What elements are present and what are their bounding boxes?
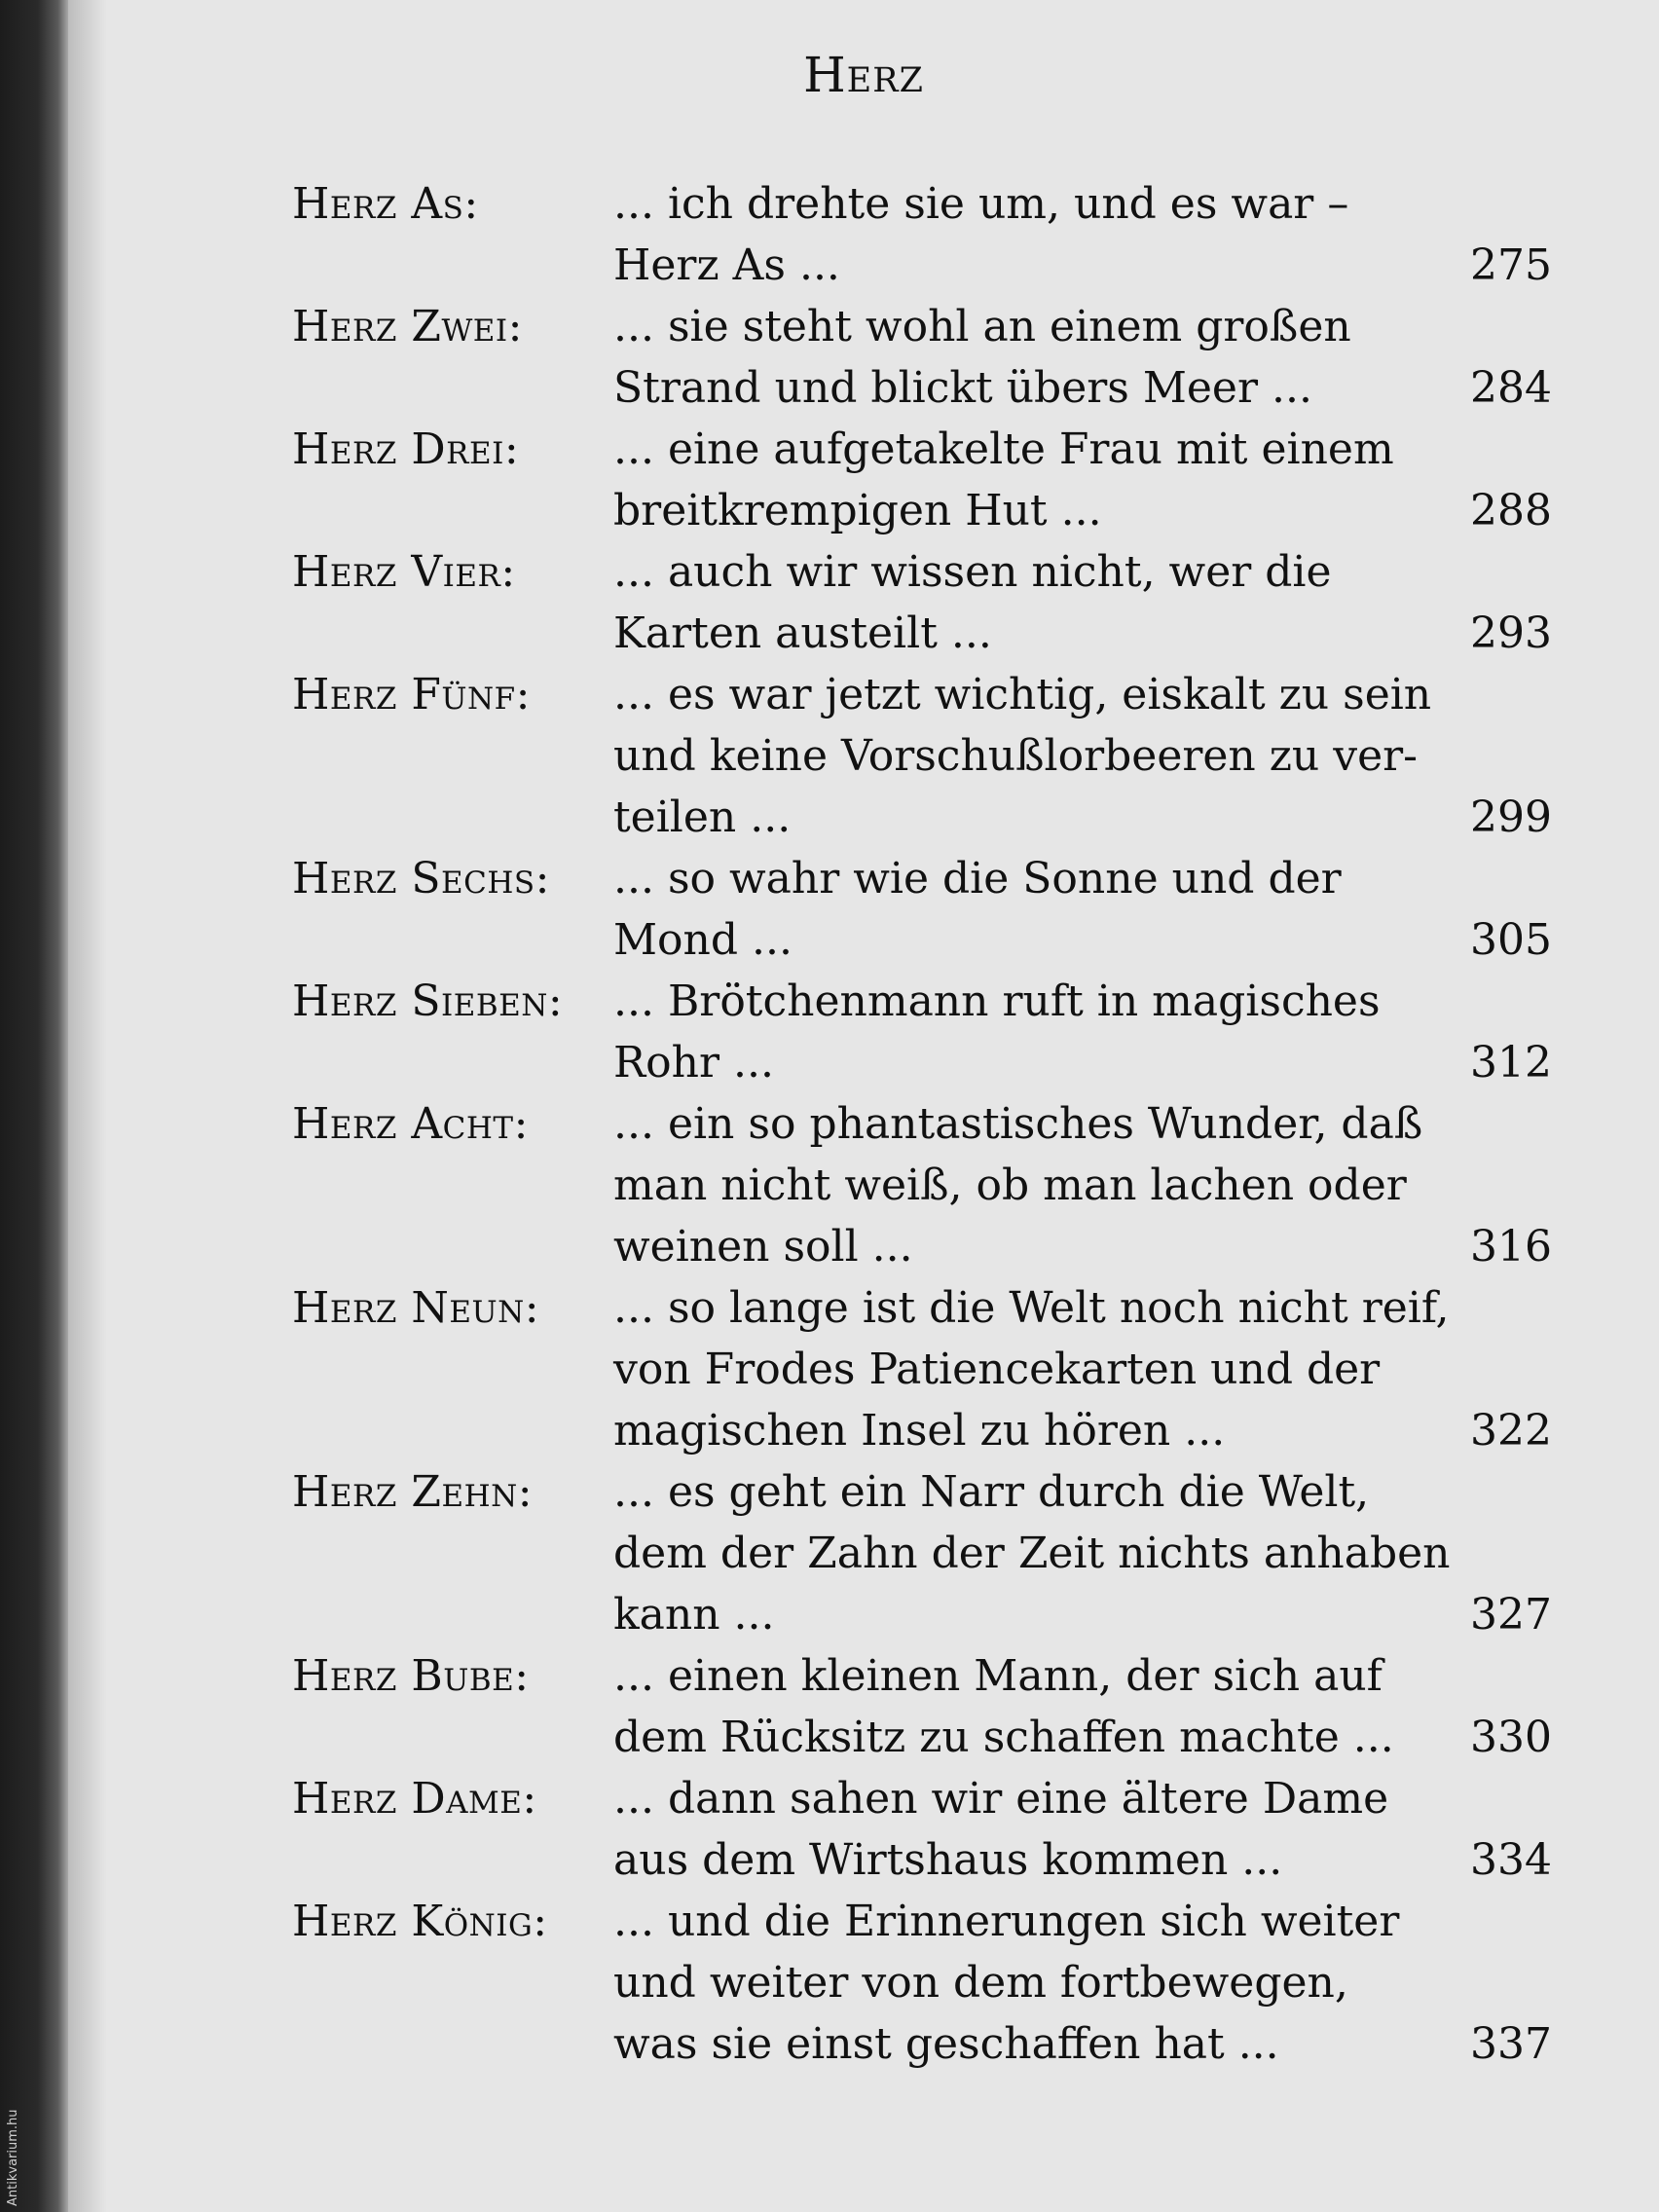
entry-page-number: 299 (1470, 793, 1552, 842)
entry-text-line: dem Rücksitz zu schaffen machte ... (613, 1713, 1394, 1762)
entry-text-line: kann ... (613, 1590, 775, 1640)
entry-page-number: 312 (1470, 1038, 1552, 1088)
entry-label: Herz Neun: (292, 1283, 540, 1333)
entry-text-line: weinen soll ... (613, 1222, 913, 1272)
toc-entry (292, 1645, 1655, 1768)
entry-text-line: ... einen kleinen Mann, der sich auf (613, 1651, 1382, 1701)
entry-text-line: ... eine aufgetakelte Frau mit einem (613, 424, 1394, 474)
entry-label: Herz As: (292, 179, 479, 229)
entry-text-line: ... Brötchenmann ruft in magisches (613, 977, 1381, 1026)
entry-page-number: 334 (1470, 1835, 1552, 1885)
entry-text (613, 173, 1451, 296)
entry-text-line: ... es geht ein Narr durch die Welt, (613, 1467, 1370, 1517)
toc-entry (292, 664, 1655, 848)
toc-entry (292, 971, 1655, 1093)
entry-label: Herz Acht: (292, 1099, 529, 1149)
entry-page-number: 305 (1470, 915, 1552, 965)
entry-page-number: 322 (1470, 1406, 1552, 1456)
entry-text-line: was sie einst geschaffen hat ... (613, 2019, 1279, 2069)
entry-label: Herz König: (292, 1897, 548, 1946)
entry-text-line: ... sie steht wohl an einem großen (613, 302, 1351, 351)
entry-page-number: 316 (1470, 1222, 1552, 1272)
entry-page-number: 275 (1470, 240, 1552, 290)
entry-text (613, 541, 1451, 664)
toc-entry (292, 296, 1655, 419)
entry-text-line: Strand und blickt übers Meer ... (613, 363, 1312, 413)
entry-label: Herz Sieben: (292, 977, 564, 1026)
entry-page-number: 288 (1470, 486, 1552, 535)
entry-text-line: ... dann sahen wir eine ältere Dame (613, 1774, 1389, 1824)
entry-text-line: Rohr ... (613, 1038, 774, 1088)
entry-text-line: Herz As ... (613, 240, 840, 290)
watermark: Antikvarium.hu (6, 2109, 20, 2206)
entry-text-line: ... es war jetzt wichtig, eiskalt zu sein (613, 670, 1432, 719)
entry-text (613, 296, 1451, 419)
entry-page-number: 293 (1470, 608, 1552, 658)
page-gutter-shadow (68, 0, 107, 2212)
entry-page-number: 284 (1470, 363, 1552, 413)
entry-text (613, 1093, 1451, 1277)
entry-text-line: ... ich drehte sie um, und es war – (613, 179, 1349, 229)
entry-text-line: Mond ... (613, 915, 793, 965)
entry-label: Herz Zehn: (292, 1467, 534, 1517)
entry-text (613, 971, 1451, 1093)
entry-text-line: magischen Insel zu hören ... (613, 1406, 1226, 1456)
entry-text-line: ... auch wir wissen nicht, wer die (613, 547, 1332, 597)
toc-entry (292, 1891, 1655, 2075)
entry-text-line: und keine Vorschußlorbeeren zu ver- (613, 731, 1419, 781)
entry-text-line: von Frodes Patiencekarten und der (613, 1345, 1381, 1394)
table-of-contents (292, 173, 1655, 2075)
entry-label: Herz Zwei: (292, 302, 524, 351)
entry-text-line: ... so lange ist die Welt noch nicht reif, (613, 1283, 1450, 1333)
entry-text-line: ... so wahr wie die Sonne und der (613, 854, 1342, 903)
entry-page-number: 337 (1470, 2019, 1552, 2069)
entry-text (613, 1461, 1451, 1645)
entry-text-line: breitkrempigen Hut ... (613, 486, 1102, 535)
entry-label: Herz Drei: (292, 424, 520, 474)
entry-text-line: man nicht weiß, ob man lachen oder (613, 1161, 1407, 1210)
entry-text (613, 1768, 1451, 1891)
entry-text (613, 848, 1451, 971)
entry-text-line: dem der Zahn der Zeit nichts anhaben (613, 1529, 1451, 1578)
entry-text (613, 1277, 1451, 1461)
entry-label: Herz Dame: (292, 1774, 537, 1824)
entry-text (613, 419, 1451, 541)
entry-text-line: ... ein so phantastisches Wunder, daß (613, 1099, 1423, 1149)
entry-text (613, 664, 1451, 848)
book-page (68, 0, 1659, 2212)
book-binding (0, 0, 68, 2212)
entry-text-line: und weiter von dem fortbewegen, (613, 1958, 1348, 2008)
entry-text (613, 1645, 1451, 1768)
toc-entry (292, 541, 1655, 664)
entry-text-line: aus dem Wirtshaus kommen ... (613, 1835, 1283, 1885)
entry-text-line: ... und die Erinnerungen sich weiter (613, 1897, 1400, 1946)
entry-label: Herz Bube: (292, 1651, 530, 1701)
entry-text (613, 1891, 1451, 2075)
entry-label: Herz Sechs: (292, 854, 550, 903)
toc-entry (292, 1768, 1655, 1891)
entry-text-line: teilen ... (613, 793, 792, 842)
section-title: Herz (803, 47, 924, 103)
toc-entry (292, 419, 1655, 541)
entry-page-number: 330 (1470, 1713, 1552, 1762)
toc-entry (292, 1461, 1655, 1645)
toc-entry (292, 1093, 1655, 1277)
entry-label: Herz Fünf: (292, 670, 531, 719)
toc-entry (292, 1277, 1655, 1461)
entry-text-line: Karten austeilt ... (613, 608, 992, 658)
entry-page-number: 327 (1470, 1590, 1552, 1640)
entry-label: Herz Vier: (292, 547, 516, 597)
toc-entry (292, 848, 1655, 971)
toc-entry (292, 173, 1655, 296)
